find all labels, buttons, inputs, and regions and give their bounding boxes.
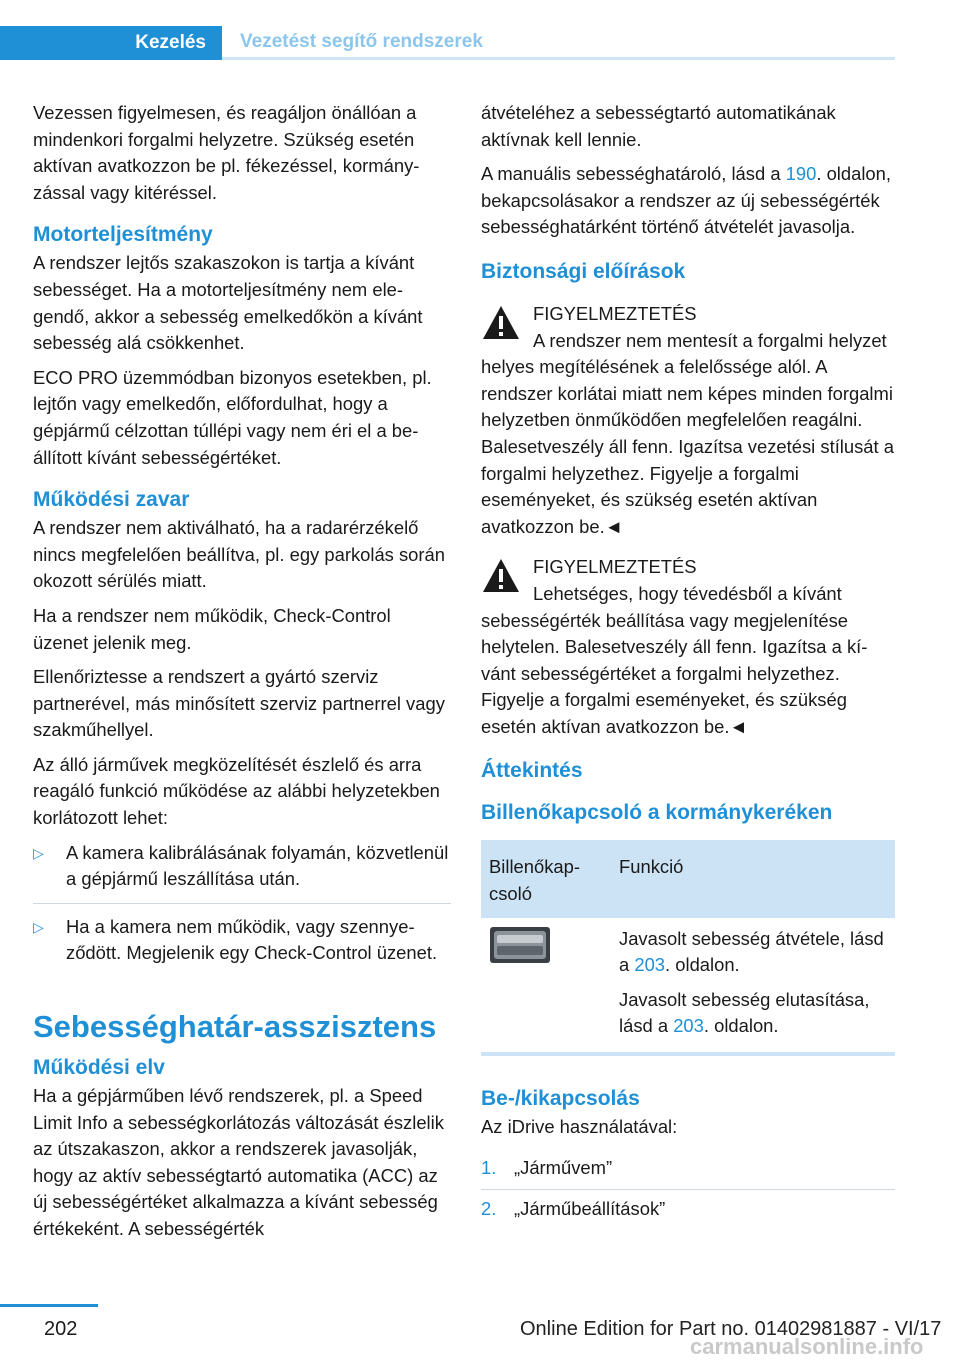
- table-cell-icon: [481, 918, 611, 1054]
- table-row: [481, 918, 895, 1054]
- footer-accent-line: [0, 1304, 98, 1307]
- warning-triangle-icon: [481, 556, 521, 596]
- warning-title: FIGYELMEZTETÉS: [533, 302, 697, 324]
- zavar-paragraph-1: A rendszer nem aktiválható, ha a radarérzékelő nincs megfelelően beállítva, pl. egy parkolás során okozott sérülés miatt.: [33, 517, 445, 592]
- motor-paragraph-2: ECO PRO üzemmódban bizonyos esetekben, pl. lejtőn vagy emelkedőn, előfordulhat, hogy a gépjármű célzottan túllépi vagy nem éri el a beállított kívánt sebességértéket.: [33, 366, 432, 468]
- heading-billenokapcsolo: Billenőkapcsoló a kormánykeréken: [481, 801, 833, 825]
- elv-paragraph: Ha a gépjárműben lévő rendszerek, pl. a Speed Limit Info a sebességkorlátozás változását észlelik az útszakaszon, akkor a rendszerek javasolják, hogy az aktív sebességtartó automatika (ACC) az új sebességértéket alkalmazza a kívánt sebesség értékeként. A sebességérték: [33, 1085, 444, 1239]
- motor-paragraph-1: A rendszer lejtős szakaszokon is tartja a kívánt sebességet. Ha a motorteljesítmény nem elegendő, akkor a sebesség emelkedőkön a kívánt sebesség alá csökkenhet.: [33, 252, 423, 354]
- page-link-203[interactable]: 203: [673, 1015, 704, 1037]
- zavar-paragraph-4: Az álló járművek megközelítését észlelő és arra reagáló funkció működése az alábbi helyzetekben korlátozott lehet:: [33, 753, 440, 829]
- page-number: 202: [44, 1318, 78, 1340]
- bullet-triangle-icon: ▷: [33, 844, 44, 861]
- zavar-paragraph-3: Ellenőriztesse a rendszert a gyártó szerviz partnerével, más minősített szerviz partnerrel vagy szakműhellyel.: [33, 666, 445, 741]
- bullet-triangle-icon: ▷: [33, 918, 44, 935]
- continued-paragraph: átvételéhez a sebességtartó automatikának aktívnak kell lennie.: [481, 102, 836, 150]
- warning-text: A rendszer nem mentesít a forgalmi helyzet helyes megítélésének a felelőssége alól. A rendszer korlátai miatt nem képes minden forgalmi helyzetben önműködően megfelelően reagálni. Balesetveszély áll fenn. Igazítsa vezetési stílusát a forgalmi helyzethez. Figyelje a forgalmi eseményeket, és szükség esetén aktívan avatkozzon be.◄: [481, 329, 894, 537]
- list-item-text: Ha a kamera nem működik, vagy szennyeződött. Megjelenik egy Check-Control üzenet.: [66, 915, 438, 964]
- manual-limiter-paragraph: [481, 161, 895, 241]
- step-number: 1.: [481, 1156, 497, 1178]
- function-reject: [619, 987, 887, 1040]
- heading-be-kikapcsolas: Be-/kikapcsolás: [481, 1087, 640, 1111]
- warning-title: FIGYELMEZTETÉS: [533, 556, 697, 578]
- idrive-paragraph: Az iDrive használatával:: [481, 1116, 678, 1138]
- heading-mukodesi-zavar: Működési zavar: [33, 488, 190, 512]
- edition-note: Online Edition for Part no. 01402981887 - VI/17: [520, 1318, 942, 1340]
- intro-paragraph: Vezessen figyelmesen, és reagáljon önállóan a mindenkori forgalmi helyzetre. Szükség esetén aktívan avatkozzon be pl. fékezéssel, kormányzással vagy kitéréssel.: [33, 102, 420, 203]
- manual-text-b: . oldalon, bekapcsolásakor a rendszer az új sebességérték sebességhatárként történő átvételét javasolja.: [481, 163, 891, 238]
- manual-text-a: A manuális sebességhatároló, lásd a: [481, 163, 786, 185]
- warning-box-2: [481, 554, 895, 740]
- tab-kezeles[interactable]: Kezelés: [0, 26, 222, 60]
- function-text: . oldalon.: [703, 1015, 779, 1037]
- zavar-paragraph-2: Ha a rendszer nem működik, Check-Control üzenet jelenik meg.: [33, 604, 391, 653]
- right-column: [481, 100, 895, 1237]
- steps-list: [481, 1155, 895, 1231]
- table-cell-function: [611, 918, 895, 1054]
- function-text: . oldalon.: [665, 954, 740, 976]
- warning-box-1: [481, 301, 895, 540]
- heading-attekintes: Áttekintés: [481, 759, 583, 783]
- table-header-switch: Billenőkapcsoló: [481, 840, 611, 917]
- switch-table: [481, 840, 895, 1056]
- function-accept: [619, 926, 887, 979]
- function-text: Javasolt sebesség átvétele, lásd a: [619, 927, 884, 976]
- list-item: [481, 1196, 895, 1231]
- list-item-text: A kamera kalibrálásának folyamán, közvetlenül a gépjármű leszállítása után.: [66, 841, 449, 890]
- section-title[interactable]: Vezetést segítő rendszerek: [222, 26, 895, 60]
- limitation-list: [33, 840, 451, 977]
- list-item: [481, 1155, 895, 1191]
- heading-biztonsagi-eloirasok: Biztonsági előírások: [481, 259, 686, 283]
- function-text: Javasolt sebesség elutasítása, lásd a: [619, 988, 870, 1037]
- table-header-row: [481, 840, 895, 917]
- heading-sebessieghatar-asszisztens: Sebességhatár-asszisztens: [33, 1009, 437, 1045]
- list-item: [33, 914, 451, 977]
- page-link-190[interactable]: 190: [785, 163, 817, 185]
- watermark: carmanualsonline.info: [690, 1334, 924, 1359]
- header-bar: [0, 26, 895, 60]
- warning-triangle-icon: [481, 303, 521, 343]
- page-link-203[interactable]: 203: [634, 954, 666, 976]
- heading-motorteljesitmeny: Motorteljesítmény: [33, 223, 213, 247]
- left-column: [33, 100, 451, 1251]
- warning-text: Lehetséges, hogy tévedésből a kívánt sebességérték beállítása vagy megjelenítése helytelen. Balesetveszély áll fenn. Igazítsa a kívánt sebességértéket a forgalmi helyzethez. Figyelje a forgalmi eseményeket, és szükség esetén aktívan avatkozzon be.◄: [481, 582, 868, 737]
- rocker-switch-icon: [489, 926, 551, 964]
- list-item: [33, 840, 451, 904]
- step-text: „Járműbeállítások”: [514, 1198, 666, 1220]
- heading-mukodesi-elv: Működési elv: [33, 1056, 165, 1080]
- step-text: „Járművem”: [514, 1156, 613, 1178]
- step-number: 2.: [481, 1198, 497, 1220]
- table-header-function: Funkció: [611, 840, 895, 917]
